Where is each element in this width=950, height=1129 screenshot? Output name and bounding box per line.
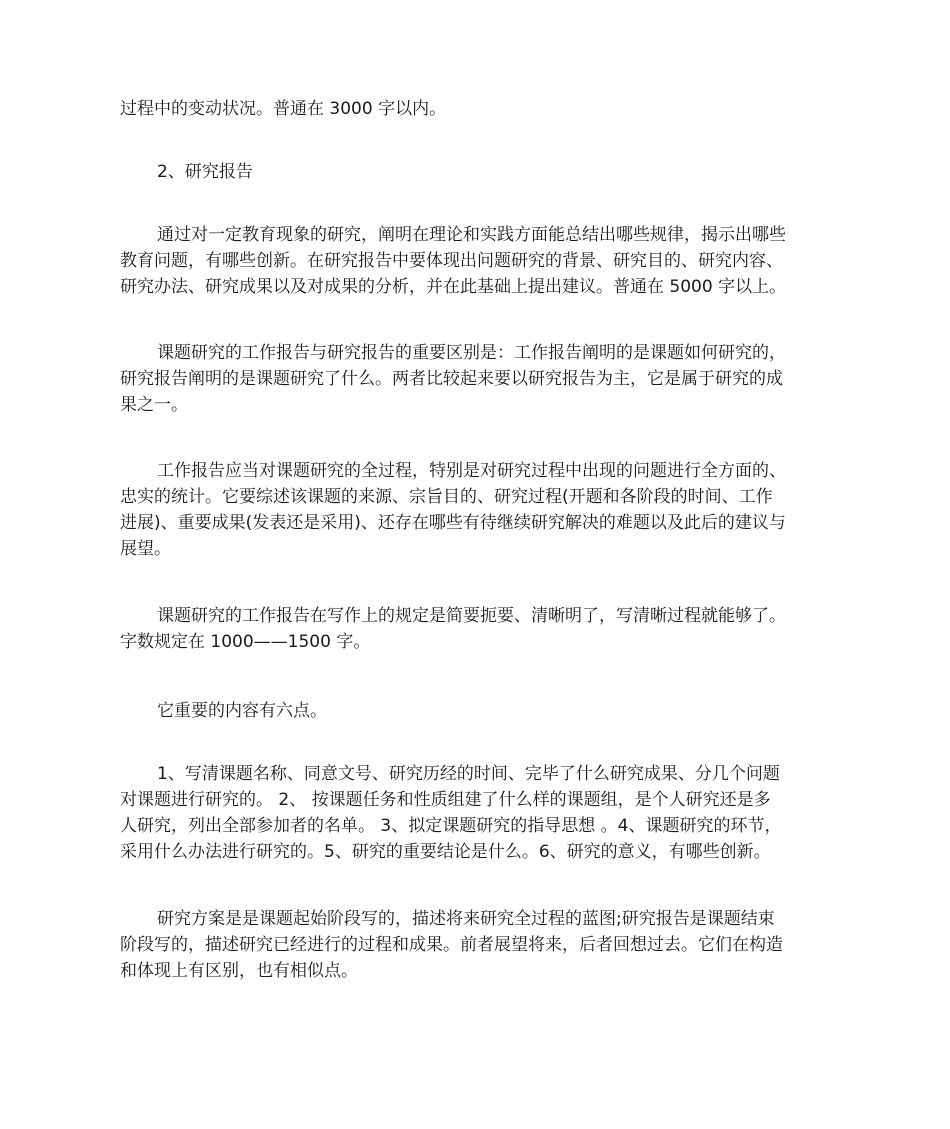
section-heading-research-report — [120, 159, 832, 185]
text-line: 人研究，列出全部参加者的名单。 3、拟定课题研究的指导思想 。4、课题研究的环节， — [120, 816, 782, 836]
paragraph-continuation — [120, 96, 832, 122]
text-line: 2、研究报告 — [157, 162, 253, 182]
text-line: 课题研究的工作报告在写作上的规定是简要扼要、清晰明了，写清晰过程就能够了。 — [157, 606, 786, 626]
text-line: 过程中的变动状况。普通在 3000 字以内。 — [120, 99, 447, 119]
text-line: 阶段写的，描述研究已经进行的过程和成果。前者展望将来，后者回想过去。它们在构造 — [120, 935, 783, 955]
paragraph-work-report — [120, 458, 832, 562]
text-line: 研究报告阐明的是课题研究了什么。两者比较起来要以研究报告为主，它是属于研究的成 — [120, 369, 783, 389]
text-line: 忠实的统计。它要综述该课题的来源、宗旨目的、研究过程(开题和各阶段的时间、工作 — [120, 487, 773, 507]
text-line: 和体现上有区别，也有相似点。 — [120, 961, 358, 981]
text-line: 展望。 — [120, 539, 171, 559]
text-line: 它重要的内容有六点。 — [157, 701, 327, 721]
text-line: 字数规定在 1000——1500 字。 — [120, 632, 371, 652]
paragraph-writing-requirements — [120, 603, 832, 655]
paragraph-six-points-intro — [120, 698, 832, 724]
text-line: 采用什么办法进行研究的。5、研究的重要结论是什么。6、研究的意义，有哪些创新。 — [120, 842, 771, 862]
text-line: 果之一。 — [120, 395, 188, 415]
paragraph-research-report-definition — [120, 222, 832, 300]
text-line: 研究办法、研究成果以及对成果的分析，并在此基础上提出建议。普通在 5000 字以上。 — [120, 277, 787, 297]
text-line: 进展)、重要成果(发表还是采用)、还存在哪些有待继续研究解决的难题以及此后的建议与 — [120, 513, 786, 533]
text-line: 课题研究的工作报告与研究报告的重要区别是：工作报告阐明的是课题如何研究的， — [157, 343, 786, 363]
text-line: 1、写清课题名称、同意文号、研究历经的时间、完毕了什么研究成果、分几个问题 — [157, 764, 780, 784]
paragraph-six-points-list — [120, 761, 832, 865]
text-line: 教育问题，有哪些创新。在研究报告中要体现出问题研究的背景、研究目的、研究内容、 — [120, 251, 783, 271]
paragraph-difference — [120, 340, 832, 418]
text-line: 通过对一定教育现象的研究，阐明在理论和实践方面能总结出哪些规律，揭示出哪些 — [157, 225, 786, 245]
text-line: 对课题进行研究的。 2、 按课题任务和性质组建了什么样的课题组，是个人研究还是多 — [120, 790, 771, 810]
text-line: 工作报告应当对课题研究的全过程，特别是对研究过程中出现的问题进行全方面的、 — [157, 461, 786, 481]
text-line: 研究方案是是课题起始阶段写的，描述将来研究全过程的蓝图;研究报告是课题结束 — [157, 909, 775, 929]
paragraph-plan-vs-report — [120, 906, 832, 984]
